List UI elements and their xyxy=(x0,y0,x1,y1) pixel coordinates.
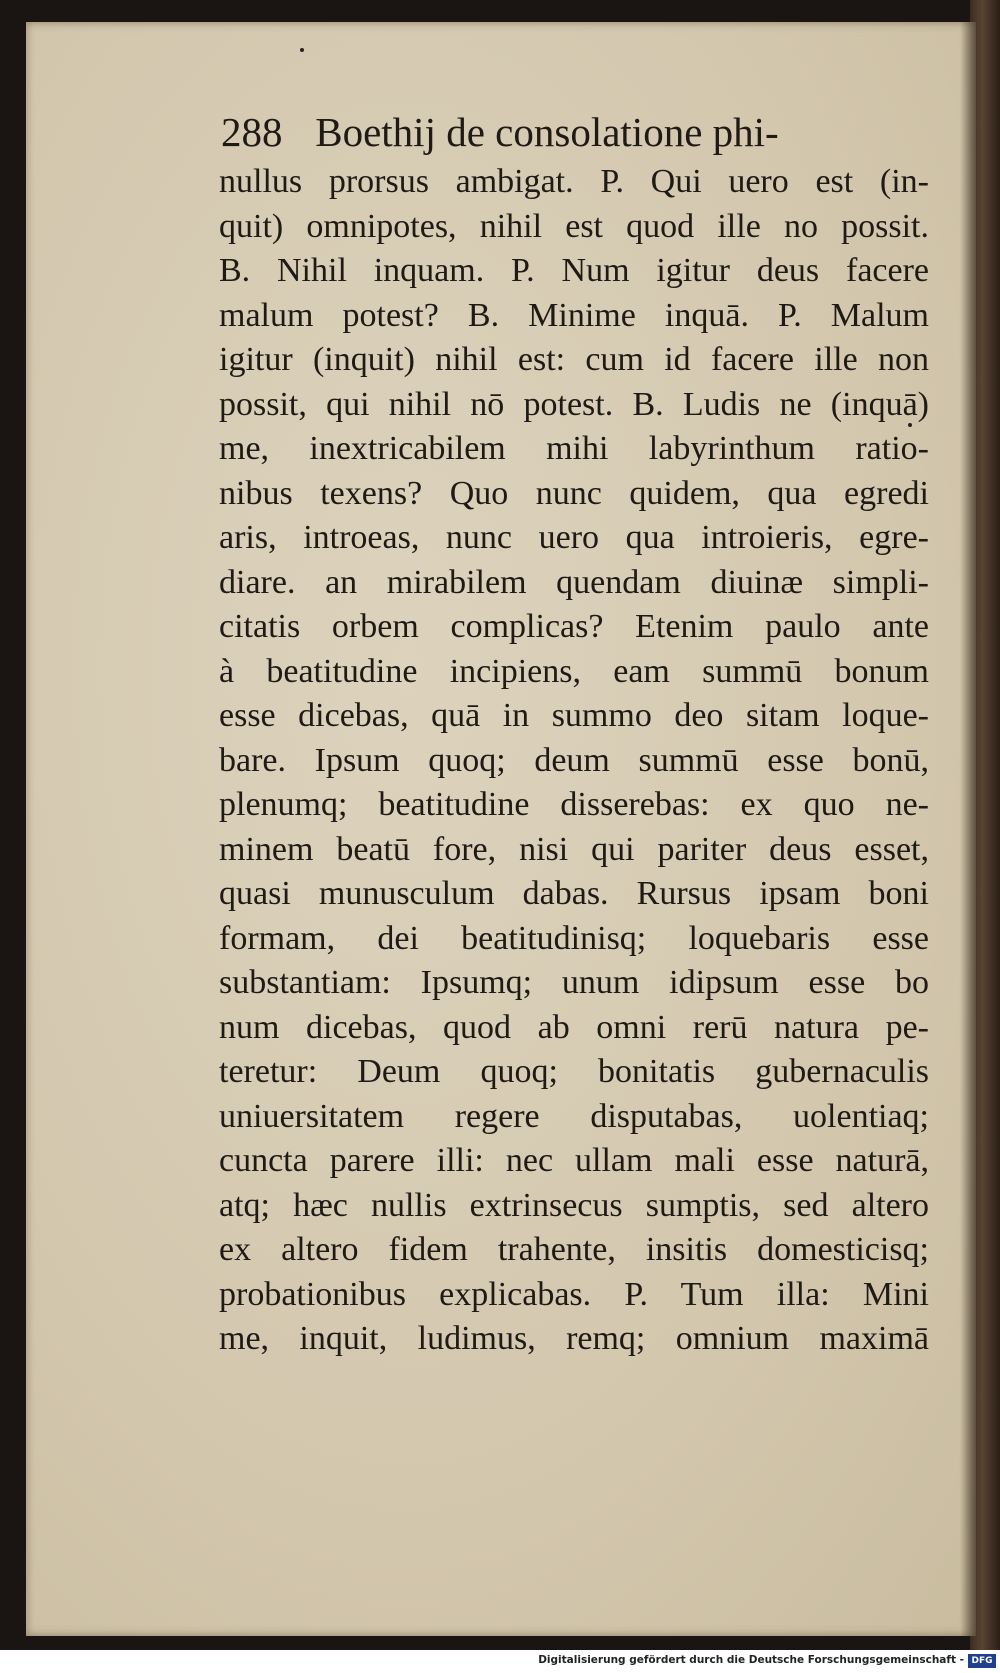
ink-speck xyxy=(300,48,304,52)
text-line: me, inquit, ludimus, remq; omnium maximā xyxy=(219,1320,929,1357)
text-line: minem beatū fore, nisi qui pariter deus esset, xyxy=(219,830,929,868)
text-line: ex altero fidem trahente, insitis domesticisq; xyxy=(219,1231,929,1268)
body-text xyxy=(219,160,929,1362)
text-line: nibus texens? Quo nunc quidem, qua egredi xyxy=(219,474,929,512)
text-line: aris, introeas, nunc uero qua introieris, egre- xyxy=(219,519,929,556)
text-line: me, inextricabilem mihi labyrinthum ratio- xyxy=(219,430,929,467)
page-gutter-shadow xyxy=(960,22,976,1636)
text-line: diare. an mirabilem quendam diuinæ simpli- xyxy=(219,563,929,601)
text-line: nullus prorsus ambigat. P. Qui uero est (in- xyxy=(219,163,929,200)
footer-bar xyxy=(0,1650,1000,1673)
text-line: uniuersitatem regere disputabas, uolentiaq; xyxy=(219,1097,929,1135)
text-line: à beatitudine incipiens, eam summū bonum xyxy=(219,652,929,690)
text-line: B. Nihil inquam. P. Num igitur deus facere xyxy=(219,252,929,289)
text-line: malum potest? B. Minime inquā. P. Malum xyxy=(219,296,929,334)
text-line: cuncta parere illi: nec ullam mali esse naturā, xyxy=(219,1142,929,1179)
running-title: Boethij de consolatione phi- xyxy=(315,109,779,155)
text-line: quasi munusculum dabas. Rursus ipsam boni xyxy=(219,875,929,912)
text-line: formam, dei beatitudinisq; loquebaris esse xyxy=(219,919,929,957)
text-line: citatis orbem complicas? Etenim paulo ante xyxy=(219,608,929,645)
dfg-logo: DFG xyxy=(968,1654,996,1668)
text-line: probationibus explicabas. P. Tum illa: Mini xyxy=(219,1275,929,1313)
text-line: quit) omnipotes, nihil est quod ille no possit. xyxy=(219,207,929,245)
text-line: bare. Ipsum quoq; deum summū esse bonū, xyxy=(219,741,929,779)
text-line: esse dicebas, quā in summo deo sitam loque- xyxy=(219,697,929,734)
text-line: atq; hæc nullis extrinsecus sumptis, sed altero xyxy=(219,1186,929,1224)
page-header xyxy=(221,104,821,160)
text-line: substantiam: Ipsumq; unum idipsum esse bo xyxy=(219,964,929,1001)
text-line: num dicebas, quod ab omni rerū natura pe- xyxy=(219,1008,929,1046)
page-number: 288 xyxy=(221,109,283,155)
text-line: possit, qui nihil nō potest. B. Ludis ne (inquā) xyxy=(219,385,929,423)
text-line: plenumq; beatitudine disserebas: ex quo ne- xyxy=(219,786,929,823)
text-line: igitur (inquit) nihil est: cum id facere ille non xyxy=(219,341,929,378)
funding-credit: Digitalisierung gefördert durch die Deutsche Forschungsgemeinschaft - xyxy=(538,1654,964,1666)
text-line: teretur: Deum quoq; bonitatis gubernaculis xyxy=(219,1053,929,1090)
